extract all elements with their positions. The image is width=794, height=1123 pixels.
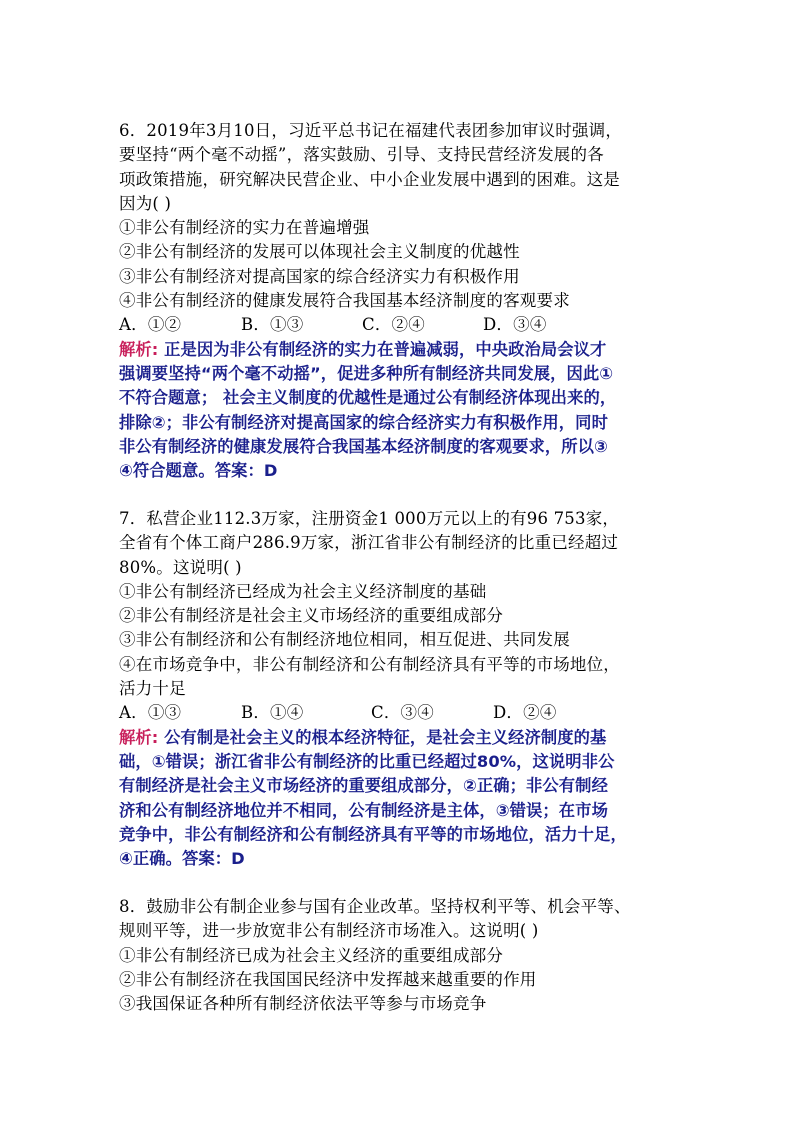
option-a: A．①③ [119, 703, 182, 723]
statement: 活力十足 [119, 679, 186, 699]
option-c: C．③④ [371, 703, 434, 723]
question-stem-line: 8．鼓励非公有制企业参与国有企业改革。坚持权利平等、机会平等、 [119, 897, 631, 916]
analysis-label: 解析: [119, 339, 159, 359]
statement: ③我国保证各种所有制经济依法平等参与市场竞争 [119, 994, 487, 1014]
question-stem-line: 80%。这说明( ) [119, 557, 242, 577]
analysis-text: ④符合题意。答案：D [119, 461, 278, 481]
statement: ①非公有制经济的实力在普遍增强 [119, 218, 370, 238]
option-b: B．①③ [241, 315, 304, 335]
answer-options [119, 313, 689, 337]
analysis-label: 解析: [119, 727, 159, 747]
statement: ①非公有制经济已经成为社会主义经济制度的基础 [119, 581, 487, 601]
analysis-text: ④正确。答案：D [119, 849, 245, 869]
analysis-text: 正是因为非公有制经济的实力在普遍减弱，中央政治局会议才 [158, 339, 607, 359]
analysis-text: 公有制是社会主义的根本经济特征，是社会主义经济制度的基 [158, 727, 607, 747]
option-a: A．①② [119, 315, 182, 335]
analysis-text: 竞争中，非公有制经济和公有制经济具有平等的市场地位，活力十足， [119, 824, 627, 844]
question-stem-line: 要坚持“两个毫不动摇”，落实鼓励、引导、支持民营经济发展的各 [119, 145, 604, 165]
analysis-text: 非公有制经济的健康发展符合我国基本经济制度的客观要求，所以③ [119, 436, 608, 456]
statement: ④非公有制经济的健康发展符合我国基本经济制度的客观要求 [119, 291, 570, 311]
statement: ②非公有制经济在我国国民经济中发挥越来越重要的作用 [119, 969, 537, 989]
option-d: D．②④ [493, 703, 557, 723]
question-8 [119, 895, 689, 1016]
question-stem-line: 项政策措施，研究解决民营企业、中小企业发展中遇到的困难。这是 [119, 169, 620, 189]
option-b: B．①④ [241, 703, 304, 723]
analysis-block [119, 338, 689, 484]
option-c: C．②④ [362, 315, 425, 335]
analysis-text: 不符合题意； 社会主义制度的优越性是通过公有制经济体现出来的， [119, 388, 617, 408]
question-stem-line: 全省有个体工商户286.9万家，浙江省非公有制经济的比重已经超过 [119, 533, 619, 553]
analysis-text: 有制经济是社会主义市场经济的重要组成部分，②正确；非公有制经 [119, 776, 608, 796]
question-6 [119, 119, 689, 483]
statement: ③非公有制经济对提高国家的综合经济实力有积极作用 [119, 266, 520, 286]
statement: ②非公有制经济的发展可以体现社会主义制度的优越性 [119, 242, 520, 262]
question-stem-line: 7．私营企业112.3万家，注册资金1 000万元以上的有96 753家， [119, 509, 620, 528]
question-stem-line: 规则平等，进一步放宽非公有制经济市场准入。这说明( ) [119, 921, 539, 941]
statement: ③非公有制经济和公有制经济地位相同，相互促进、共同发展 [119, 630, 570, 650]
analysis-text: 排除②；非公有制经济对提高国家的综合经济实力有积极作用，同时 [119, 412, 608, 432]
option-d: D．③④ [483, 315, 547, 335]
analysis-block [119, 726, 689, 872]
statement: ②非公有制经济是社会主义市场经济的重要组成部分 [119, 606, 504, 626]
question-7 [119, 507, 689, 871]
statement: ④在市场竞争中，非公有制经济和公有制经济具有平等的市场地位， [119, 654, 620, 674]
analysis-text: 础，①错误；浙江省非公有制经济的比重已经超过80%，这说明非公 [119, 751, 615, 771]
analysis-text: 济和公有制经济地位并不相同，公有制经济是主体，③错误；在市场 [119, 800, 608, 820]
analysis-text: 强调要坚持“两个毫不动摇”，促进多种所有制经济共同发展，因此① [119, 363, 614, 383]
answer-options [119, 701, 689, 725]
question-stem-line: 6．2019年3月10日，习近平总书记在福建代表团参加审议时强调， [119, 121, 623, 140]
question-stem-line: 因为( ) [119, 193, 172, 213]
statement: ①非公有制经济已成为社会主义经济的重要组成部分 [119, 945, 504, 965]
